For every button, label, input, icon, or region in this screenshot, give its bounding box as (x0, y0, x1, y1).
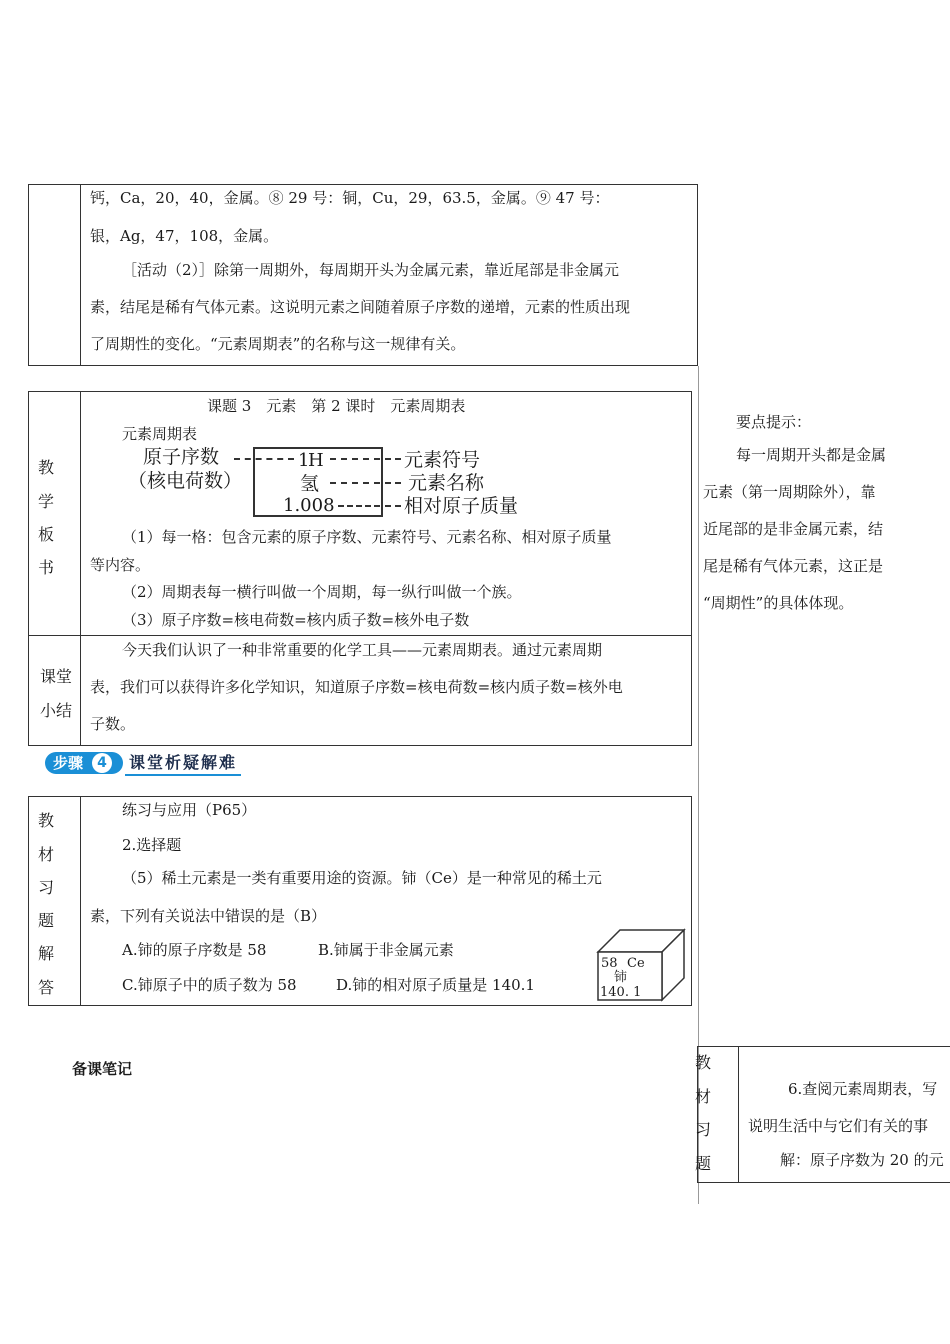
summary-line-2: 表，我们可以获得许多化学知识，知道原子序数=核电荷数=核内质子数=核外电 (90, 678, 623, 696)
continuation-line-2: 银，Ag，47，108，金属。 (90, 227, 279, 245)
continuation-line-4: 素，结尾是稀有气体元素。这说明元素之间随着原子序数的递增，元素的性质出现 (90, 298, 631, 316)
right-table-divider (738, 1046, 739, 1183)
sidebar-heading: 要点提示： (736, 413, 812, 431)
exercise-label-char-5: 解 (37, 944, 54, 963)
exercise-option-c: C.铈原子中的质子数为 58 (122, 976, 297, 994)
continuation-line-3: ［活动（2）］除第一周期外，每周期开头为金属元素，靠近尾部是非金属元 (122, 261, 620, 279)
continuation-line-1: 钙，Ca，20，40，金属。⑧ 29 号：铜，Cu，29，63.5，金属。⑨ 47 号： (90, 189, 610, 207)
cube-element-symbol: Ce (627, 956, 645, 971)
board-label-char-4: 书 (37, 558, 54, 577)
cell-element-symbol: H (308, 450, 324, 471)
board-point-2: （2）周期表每一横行叫做一个周期，每一纵行叫做一个族。 (122, 583, 522, 601)
diagram-connector-name-inner (330, 482, 380, 484)
summary-line-1: 今天我们认识了一种非常重要的化学工具——元素周期表。通过元素周期 (122, 641, 603, 659)
right-table-line-1: 6.查阅元素周期表，写 (788, 1080, 938, 1098)
summary-line-3: 子数。 (90, 715, 136, 733)
diagram-connector-symbol (385, 458, 401, 460)
cell-element-name: 氢 (300, 473, 320, 495)
board-label-char-2: 学 (37, 492, 54, 511)
diagram-connector-symbol-inner (330, 458, 380, 460)
cube-element-name: 铈 (614, 970, 628, 985)
board-summary-separator (28, 635, 692, 636)
summary-label-1: 课堂 (39, 667, 72, 686)
step-banner (45, 750, 245, 776)
exercise-label-char-2: 材 (37, 845, 54, 864)
right-label-char-2: 材 (694, 1087, 711, 1106)
exercise-question-line-1: （5）稀土元素是一类有重要用途的资源。铈（Ce）是一种常见的稀土元 (122, 869, 602, 887)
sidebar-line-4: 尾是稀有气体元素，这正是 (703, 557, 884, 575)
cube-atomic-number: 58 (601, 956, 618, 971)
right-label-char-3: 习 (694, 1120, 711, 1139)
exercise-question-type: 2.选择题 (122, 836, 182, 854)
right-table-line-3: 解：原子序数为 20 的元 (780, 1151, 944, 1169)
exercise-heading: 练习与应用（P65） (122, 801, 257, 819)
board-title: 课题 3 元素 第 2 课时 元素周期表 (207, 397, 466, 415)
cube-atomic-mass: 140. 1 (600, 985, 642, 1000)
exercise-option-b: B.铈属于非金属元素 (318, 941, 454, 959)
cell-atomic-number: 1 (298, 450, 310, 471)
sidebar-line-2: 元素（第一周期除外），靠 (703, 483, 876, 501)
board-subtitle: 元素周期表 (122, 425, 198, 443)
exercise-label-char-6: 答 (37, 978, 54, 997)
exercise-table-divider (80, 796, 81, 1006)
diagram-label-atomic-number: 原子序数 (143, 446, 220, 468)
board-label-char-3: 板 (37, 525, 54, 544)
cell-atomic-mass: 1.008 (283, 495, 335, 516)
diagram-label-element-symbol: 元素符号 (404, 449, 481, 471)
step-number-badge: 4 (92, 753, 112, 773)
sidebar-line-5: “周期性”的具体体现。 (703, 594, 854, 612)
step-banner-title: 课堂析疑解难 (125, 752, 241, 776)
continuation-line-5: 了周期性的变化。“元素周期表”的名称与这一规律有关。 (90, 335, 466, 353)
diagram-connector-mass (385, 505, 401, 507)
step-banner-pill: 步骤 (45, 752, 123, 774)
right-label-char-4: 题 (694, 1154, 711, 1173)
sidebar-line-1: 每一周期开头都是金属 (736, 446, 887, 464)
exercise-label-char-1: 教 (37, 811, 54, 830)
exercise-label-char-3: 习 (37, 878, 54, 897)
diagram-connector-mass-inner (338, 505, 380, 507)
right-table-line-2: 说明生活中与它们有关的事 (748, 1117, 929, 1135)
exercise-label-char-4: 题 (37, 911, 54, 930)
continuation-table-divider (80, 184, 81, 366)
diagram-label-element-name: 元素名称 (408, 472, 485, 494)
lesson-notes-title: 备课笔记 (72, 1060, 133, 1078)
right-label-char-1: 教 (694, 1053, 711, 1072)
board-label-char-1: 教 (37, 458, 54, 477)
diagram-connector-name (385, 482, 401, 484)
summary-label-2: 小结 (39, 701, 72, 720)
board-point-1-cont: 等内容。 (90, 556, 151, 574)
exercise-option-d: D.铈的相对原子质量是 140.1 (336, 976, 535, 994)
board-point-3: （3）原子序数=核电荷数=核内质子数=核外电子数 (122, 611, 470, 629)
board-table-divider (80, 391, 81, 746)
diagram-label-nuclear-charge: （核电荷数） (128, 470, 243, 492)
sidebar-line-3: 近尾部的是非金属元素，结 (703, 520, 884, 538)
diagram-label-atomic-mass: 相对原子质量 (404, 495, 519, 517)
exercise-question-line-2: 素，下列有关说法中错误的是（B） (90, 907, 327, 925)
exercise-option-a: A.铈的原子序数是 58 (122, 941, 267, 959)
board-point-1: （1）每一格：包含元素的原子序数、元素符号、元素名称、相对原子质量 (122, 528, 612, 546)
